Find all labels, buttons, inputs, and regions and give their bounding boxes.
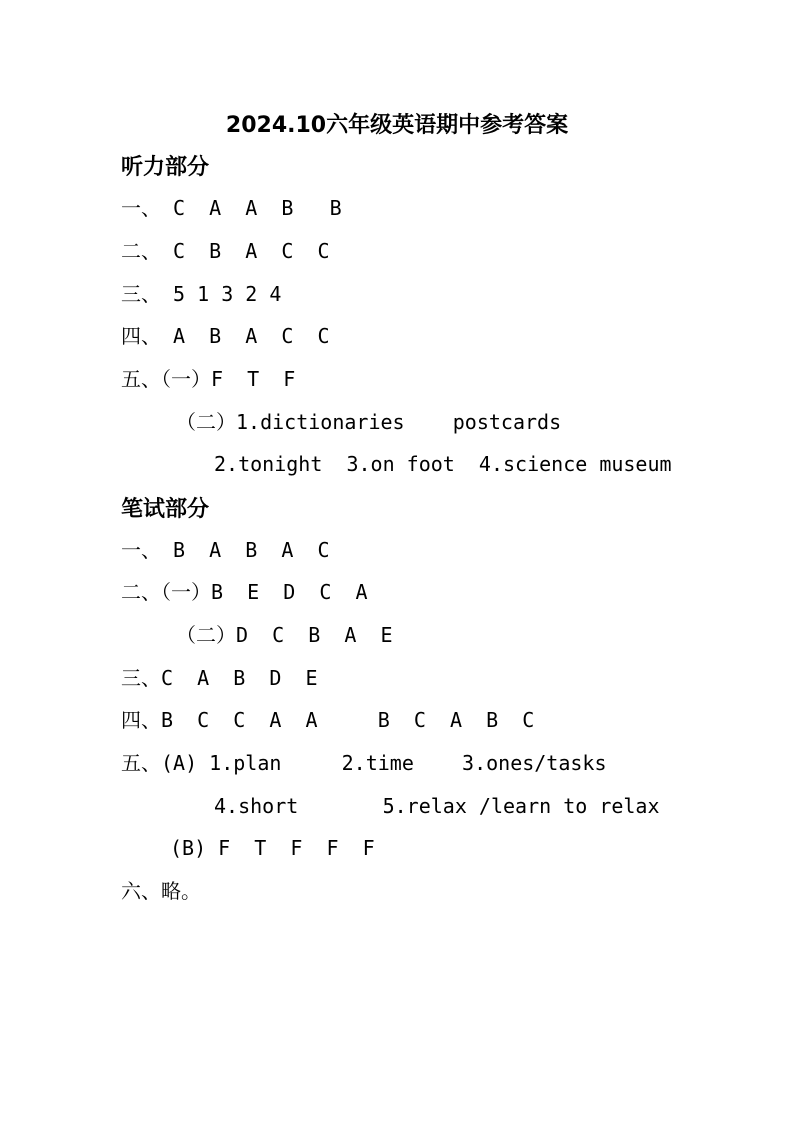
listening-line-3: 三、 5 1 3 2 4 [121,282,282,306]
written-line-9: 六、略。 [121,879,201,903]
written-line-8: (B) F T F F F [170,836,375,860]
written-line-6: 五、(A) 1.plan 2.time 3.ones/tasks [121,751,607,775]
listening-line-2: 二、 C B A C C [121,239,330,263]
written-line-4: 三、C A B D E [121,666,318,690]
listening-line-7: 2.tonight 3.on foot 4.science museum [214,452,672,476]
listening-heading: 听力部分 [121,155,210,180]
listening-line-6: （二）1.dictionaries postcards [176,410,562,434]
written-line-7: 4.short 5.relax /learn to relax [214,794,660,818]
written-line-5: 四、B C C A A B C A B C [121,708,535,732]
listening-line-5: 五、（一）F T F [121,367,296,391]
written-line-1: 一、 B A B A C [121,538,330,562]
page-title: 2024.10六年级英语期中参考答案 [225,113,569,138]
listening-line-4: 四、 A B A C C [121,324,330,348]
written-line-2: 二、（一）B E D C A [121,580,368,604]
listening-line-1: 一、 C A A B B [121,196,342,220]
written-line-3: （二）D C B A E [176,623,393,647]
written-heading: 笔试部分 [121,497,210,522]
